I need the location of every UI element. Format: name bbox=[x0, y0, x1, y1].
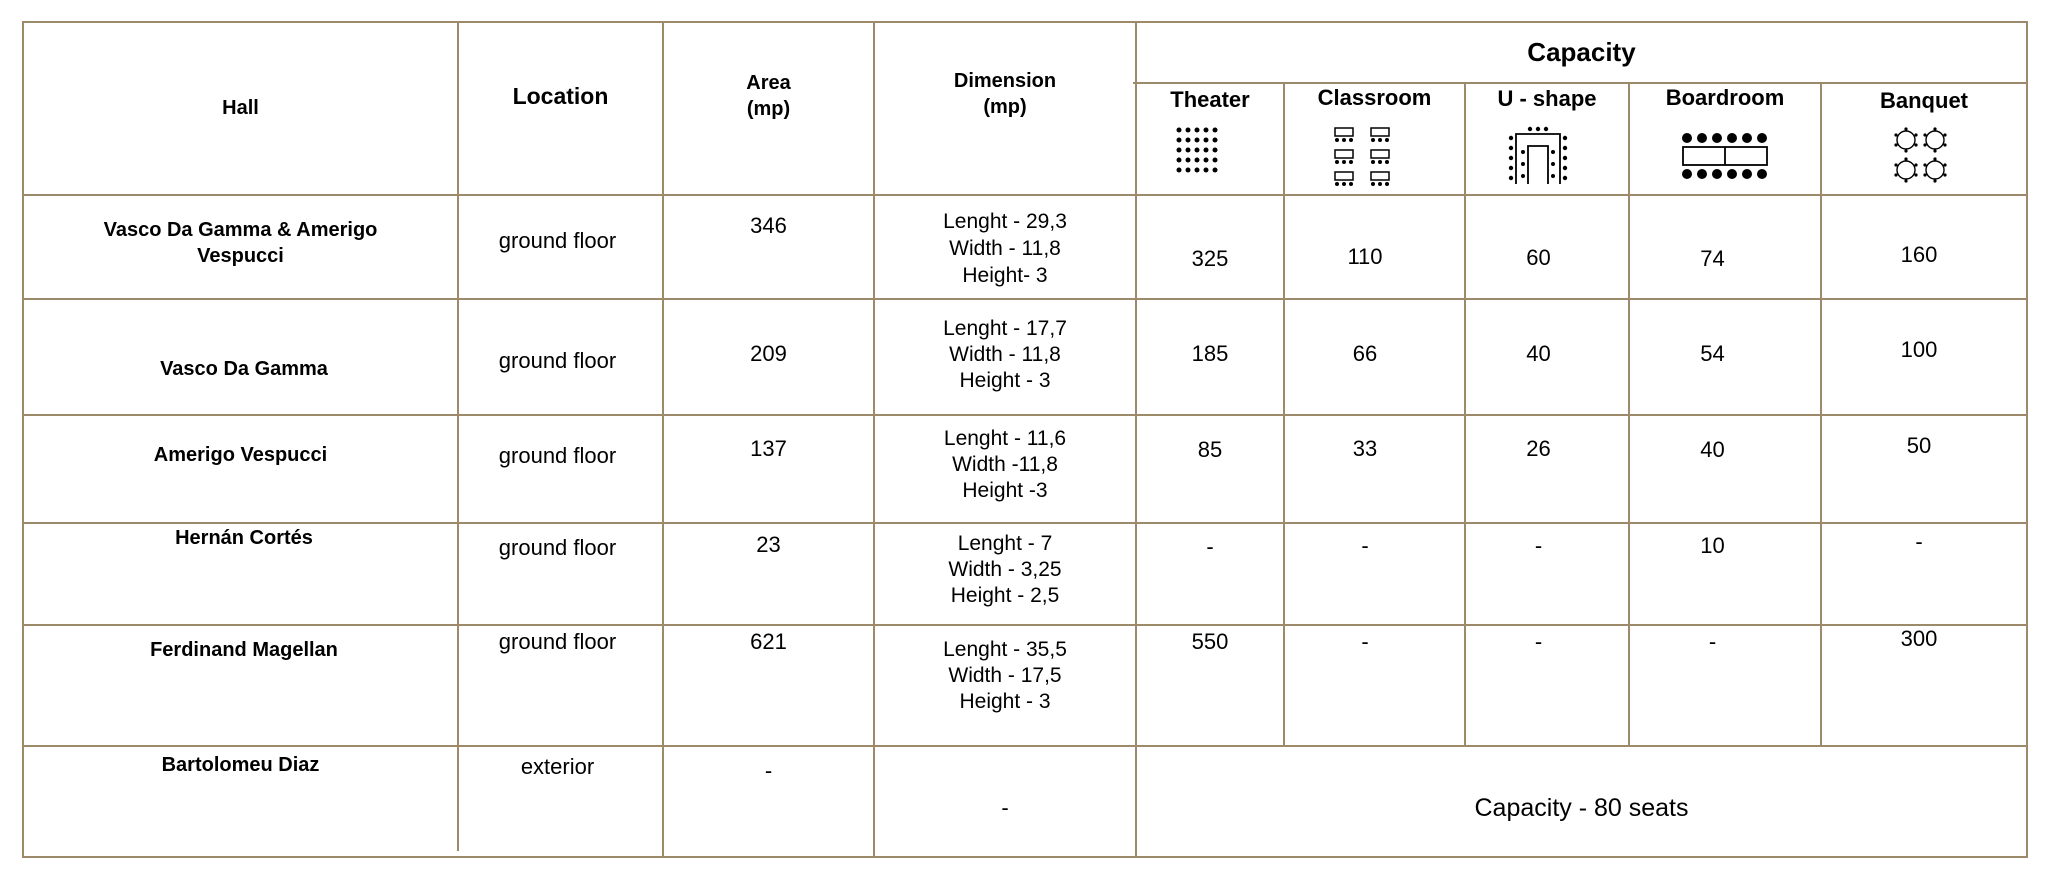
row1-ushape: 60 bbox=[1526, 244, 1551, 270]
row2-dimension: Lenght - 17,7 Width - 11,8 Height - 3 bbox=[943, 317, 1067, 392]
header-area: Area (mp) bbox=[746, 72, 791, 120]
header-theater: Theater bbox=[1170, 86, 1250, 112]
row5-dimension: Lenght - 35,5 Width - 17,5 Height - 3 bbox=[943, 638, 1067, 713]
row1-theater: 325 bbox=[1191, 245, 1229, 271]
row-divider-1 bbox=[22, 194, 2028, 196]
row4-area: 23 bbox=[756, 531, 781, 557]
row4-banquet: - bbox=[1915, 528, 1923, 554]
row6-capacity-note: Capacity - 80 seats bbox=[1474, 794, 1689, 822]
row3-banquet: 50 bbox=[1906, 432, 1932, 458]
row4-location: ground floor bbox=[498, 534, 617, 560]
row5-hall: Ferdinand Magellan bbox=[150, 639, 338, 662]
row4-classroom: - bbox=[1361, 532, 1369, 558]
table-border-right bbox=[2026, 21, 2028, 858]
row3-area: 137 bbox=[750, 435, 787, 461]
row2-hall: Vasco Da Gamma bbox=[160, 358, 328, 381]
row3-theater: 85 bbox=[1197, 436, 1223, 462]
table-border-bottom bbox=[22, 856, 2028, 858]
header-hall: Hall bbox=[222, 96, 259, 119]
row4-theater: - bbox=[1206, 533, 1214, 559]
row1-boardroom: 74 bbox=[1700, 245, 1725, 271]
row3-location: ground floor bbox=[498, 442, 617, 468]
theater-seating-icon bbox=[1174, 124, 1224, 180]
header-capacity: Capacity bbox=[1527, 36, 1636, 67]
row5-theater: 550 bbox=[1191, 628, 1229, 654]
row-divider-5 bbox=[22, 624, 2028, 626]
row2-classroom: 66 bbox=[1352, 340, 1378, 366]
row-divider-2 bbox=[22, 298, 2028, 300]
capacity-header-divider bbox=[1133, 82, 2026, 84]
row5-area: 621 bbox=[750, 628, 787, 654]
boardroom-seating-icon bbox=[1680, 132, 1770, 180]
row1-hall: Vasco Da Gamma & Amerigo Vespucci bbox=[103, 219, 378, 267]
row5-banquet: 300 bbox=[1900, 625, 1938, 651]
row2-ushape: 40 bbox=[1526, 340, 1551, 366]
row1-banquet: 160 bbox=[1900, 241, 1938, 267]
row4-boardroom: 10 bbox=[1700, 532, 1725, 558]
row4-hall: Hernán Cortés bbox=[175, 527, 313, 550]
row1-classroom: 110 bbox=[1347, 243, 1383, 269]
banquet-seating-icon bbox=[1891, 126, 1951, 186]
row6-location: exterior bbox=[520, 753, 595, 779]
row-divider-6 bbox=[22, 745, 2028, 747]
row3-hall: Amerigo Vespucci bbox=[153, 444, 328, 467]
row3-classroom: 33 bbox=[1352, 435, 1378, 461]
row5-ushape: - bbox=[1534, 628, 1543, 654]
row6-dimension: - bbox=[1001, 794, 1009, 820]
header-dimension: Dimension (mp) bbox=[953, 70, 1057, 118]
row5-boardroom: - bbox=[1708, 628, 1717, 654]
row1-dimension: Lenght - 29,3 Width - 11,8 Height- 3 bbox=[943, 209, 1067, 287]
header-classroom: Classroom bbox=[1317, 84, 1432, 110]
row3-boardroom: 40 bbox=[1700, 436, 1725, 462]
row4-dimension: Lenght - 7 Width - 3,25 Height - 2,5 bbox=[948, 532, 1062, 607]
row1-area: 346 bbox=[750, 212, 787, 238]
header-banquet: Banquet bbox=[1880, 87, 1968, 113]
row3-dimension: Lenght - 11,6 Width -11,8 Height -3 bbox=[943, 427, 1067, 502]
row6-area: - bbox=[764, 757, 773, 783]
row2-location: ground floor bbox=[498, 347, 617, 373]
classroom-seating-icon bbox=[1332, 126, 1396, 188]
row-divider-3 bbox=[22, 414, 2028, 416]
u-shape-seating-icon bbox=[1508, 126, 1570, 188]
row2-theater: 185 bbox=[1191, 340, 1229, 366]
row6-hall: Bartolomeu Diaz bbox=[161, 754, 320, 777]
header-boardroom: Boardroom bbox=[1665, 84, 1785, 110]
row2-boardroom: 54 bbox=[1700, 340, 1725, 366]
row2-banquet: 100 bbox=[1900, 336, 1938, 362]
row5-classroom: - bbox=[1361, 628, 1369, 654]
row5-location: ground floor bbox=[498, 628, 617, 654]
row4-ushape: - bbox=[1534, 532, 1543, 558]
row1-location: ground floor bbox=[498, 227, 617, 253]
row2-area: 209 bbox=[750, 340, 787, 366]
row3-ushape: 26 bbox=[1526, 435, 1551, 461]
header-ushape: U - shape bbox=[1497, 85, 1597, 111]
header-location: Location bbox=[512, 83, 609, 110]
